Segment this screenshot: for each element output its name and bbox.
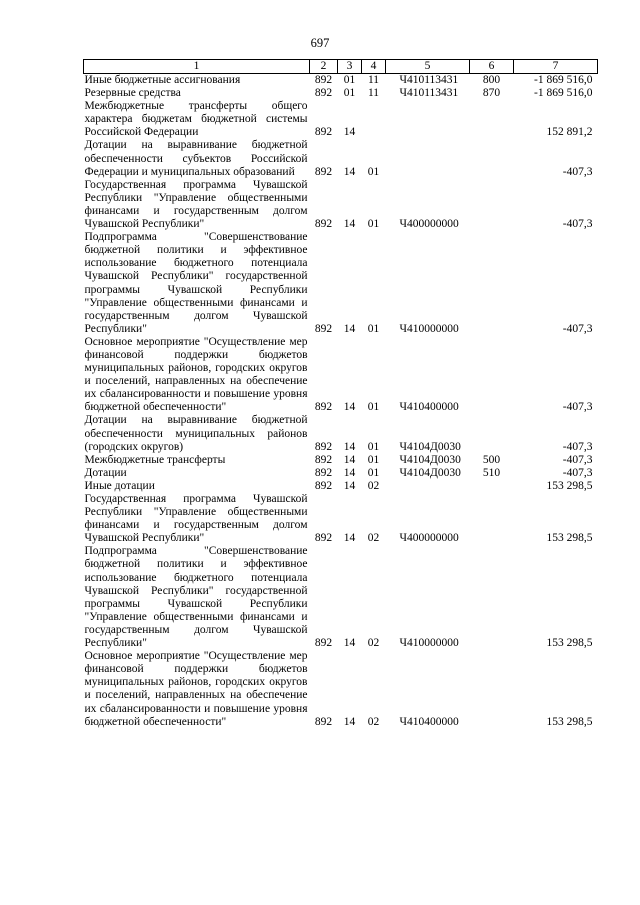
row-razdel: 14	[343, 453, 356, 466]
row-amount: 152 891,2	[546, 126, 593, 139]
row-podrazdel	[362, 100, 386, 139]
row-glava: 892	[314, 453, 333, 466]
row-amount: -407,3	[562, 165, 593, 178]
row-podrazdel: 01	[367, 322, 380, 335]
row-target-article: Ч410113431	[399, 74, 459, 86]
row-target-article: Ч4104Д0030	[399, 453, 461, 466]
row-expense-type: 800	[482, 74, 501, 86]
row-podrazdel: 02	[367, 637, 380, 650]
row-expense-type	[470, 480, 514, 493]
table-header	[84, 60, 598, 74]
row-razdel: 14	[343, 440, 356, 453]
row-podrazdel: 01	[367, 165, 380, 178]
row-name: Иные дотации	[84, 479, 155, 492]
table-row	[84, 100, 598, 139]
header-col-5: 5	[386, 60, 470, 74]
row-podrazdel: 01	[367, 218, 380, 231]
row-podrazdel: 02	[367, 715, 380, 728]
row-name: Межбюджетные трансферты	[84, 453, 226, 466]
table-row	[84, 650, 598, 729]
row-podrazdel: 01	[367, 466, 380, 479]
row-podrazdel: 02	[367, 532, 380, 545]
header-col-7: 7	[514, 60, 598, 74]
row-amount: -407,3	[562, 218, 593, 231]
row-podrazdel: 02	[367, 479, 380, 492]
row-glava: 892	[314, 479, 333, 492]
row-target-article	[386, 100, 470, 139]
row-glava: 892	[314, 87, 333, 100]
row-glava: 892	[314, 637, 333, 650]
row-razdel: 14	[343, 218, 356, 231]
row-razdel: 14	[343, 479, 356, 492]
row-target-article: Ч400000000	[399, 532, 459, 545]
header-col-3: 3	[338, 60, 362, 74]
row-name: Подпрограмма "Совершенствование бюджетной политики и эффективное использование бюджетного потенциала Чувашской Республики" государственной программы Чувашской Республики "Управление общественными финансами и государственным долгом Чувашской Республики"	[84, 545, 308, 650]
row-amount: 153 298,5	[546, 532, 593, 545]
row-glava: 892	[314, 322, 333, 335]
row-podrazdel: 01	[367, 440, 380, 453]
page-number: 697	[310, 36, 330, 50]
row-name: Государственная программа Чувашской Республики "Управление общественными финансами и государственным долгом Чувашской Республики"	[84, 493, 308, 545]
row-razdel: 14	[343, 637, 356, 650]
row-razdel: 14	[343, 532, 356, 545]
table-row	[84, 87, 598, 100]
row-razdel: 14	[343, 715, 356, 728]
row-amount: -407,3	[562, 440, 593, 453]
budget-table	[83, 59, 598, 729]
row-razdel: 14	[343, 466, 356, 479]
row-amount: -407,3	[562, 401, 593, 414]
row-name: Дотации	[84, 466, 127, 479]
table-row	[84, 480, 598, 493]
row-target-article: Ч410000000	[399, 322, 459, 335]
row-name: Государственная программа Чувашской Республики "Управление общественными финансами и государственным долгом Чувашской Республики"	[84, 178, 308, 231]
row-target-article: Ч410400000	[399, 715, 459, 728]
row-expense-type: 510	[482, 466, 501, 479]
row-amount: -1 869 516,0	[534, 87, 593, 100]
row-name: Дотации на выравнивание бюджетной обеспеченности муниципальных районов (городских округов)	[84, 414, 308, 453]
row-amount: -1 869 516,0	[534, 74, 593, 86]
row-name: Иные бюджетные ассигнования	[84, 74, 241, 86]
row-razdel: 01	[343, 87, 356, 100]
row-name: Резервные средства	[84, 87, 181, 100]
row-glava: 892	[314, 218, 333, 231]
row-razdel: 01	[343, 74, 356, 86]
row-expense-type	[470, 231, 514, 336]
row-name: Межбюджетные трансферты общего характера бюджетам бюджетной системы Российской Федерации	[84, 100, 308, 139]
row-razdel: 14	[343, 401, 356, 414]
table-body	[84, 74, 598, 729]
row-glava: 892	[314, 74, 333, 86]
row-target-article: Ч410000000	[399, 637, 459, 650]
row-expense-type	[470, 545, 514, 650]
row-amount: -407,3	[562, 322, 593, 335]
row-podrazdel: 01	[367, 453, 380, 466]
row-amount: -407,3	[562, 453, 593, 466]
header-row	[84, 60, 598, 74]
table-row	[84, 545, 598, 650]
row-podrazdel: 01	[367, 401, 380, 414]
row-name: Дотации на выравнивание бюджетной обеспеченности субъектов Российской Федерации и муниципальных образований	[84, 139, 308, 178]
row-expense-type	[470, 139, 514, 178]
table-row	[84, 139, 598, 178]
row-podrazdel: 11	[367, 74, 380, 86]
row-glava: 892	[314, 126, 333, 139]
row-glava: 892	[314, 532, 333, 545]
row-name: Подпрограмма "Совершенствование бюджетной политики и эффективное использование бюджетного потенциала Чувашской Республики" государственной программы Чувашской Республики "Управление общественными финансами и государственным долгом Чувашской Республики"	[84, 231, 308, 335]
row-target-article: Ч400000000	[399, 218, 459, 231]
row-expense-type: 870	[482, 87, 501, 100]
row-target-article	[386, 139, 470, 178]
row-expense-type	[470, 100, 514, 139]
table-row	[84, 336, 598, 415]
table-row	[84, 493, 598, 545]
row-name: Основное мероприятие "Осуществление мер финансовой поддержки бюджетов муниципальных районов, городских округов и поселений, направленных на обеспечение их сбалансированности и повышение уровня бюджетной обеспеченности"	[84, 335, 308, 414]
row-razdel: 14	[343, 165, 356, 178]
row-glava: 892	[314, 401, 333, 414]
row-podrazdel: 11	[367, 87, 380, 100]
row-target-article	[386, 480, 470, 493]
header-col-4: 4	[362, 60, 386, 74]
row-glava: 892	[314, 715, 333, 728]
row-amount: 153 298,5	[546, 715, 593, 728]
row-glava: 892	[314, 466, 333, 479]
row-name: Основное мероприятие "Осуществление мер финансовой поддержки бюджетов муниципальных районов, городских округов и поселений, направленных на обеспечение их сбалансированности и повышение уровня бюджетной обеспеченности"	[84, 650, 308, 728]
header-col-1: 1	[84, 60, 310, 74]
row-expense-type	[470, 336, 514, 415]
table-row	[84, 414, 598, 453]
table-row	[84, 454, 598, 467]
header-col-6: 6	[470, 60, 514, 74]
row-target-article: Ч4104Д0030	[399, 440, 461, 453]
row-expense-type	[470, 414, 514, 453]
row-expense-type	[470, 179, 514, 231]
row-amount: 153 298,5	[546, 479, 593, 492]
row-expense-type: 500	[482, 453, 501, 466]
row-razdel: 14	[343, 322, 356, 335]
row-glava: 892	[314, 440, 333, 453]
row-expense-type	[470, 493, 514, 545]
header-col-2: 2	[310, 60, 338, 74]
row-target-article: Ч4104Д0030	[399, 466, 461, 479]
row-amount: 153 298,5	[546, 637, 593, 650]
table-row	[84, 467, 598, 480]
table-row	[84, 231, 598, 336]
row-glava: 892	[314, 165, 333, 178]
row-razdel: 14	[343, 126, 356, 139]
row-expense-type	[470, 650, 514, 729]
table-row	[84, 74, 598, 88]
row-amount: -407,3	[562, 466, 593, 479]
row-target-article: Ч410113431	[399, 87, 459, 100]
table-row	[84, 179, 598, 231]
row-target-article: Ч410400000	[399, 401, 459, 414]
